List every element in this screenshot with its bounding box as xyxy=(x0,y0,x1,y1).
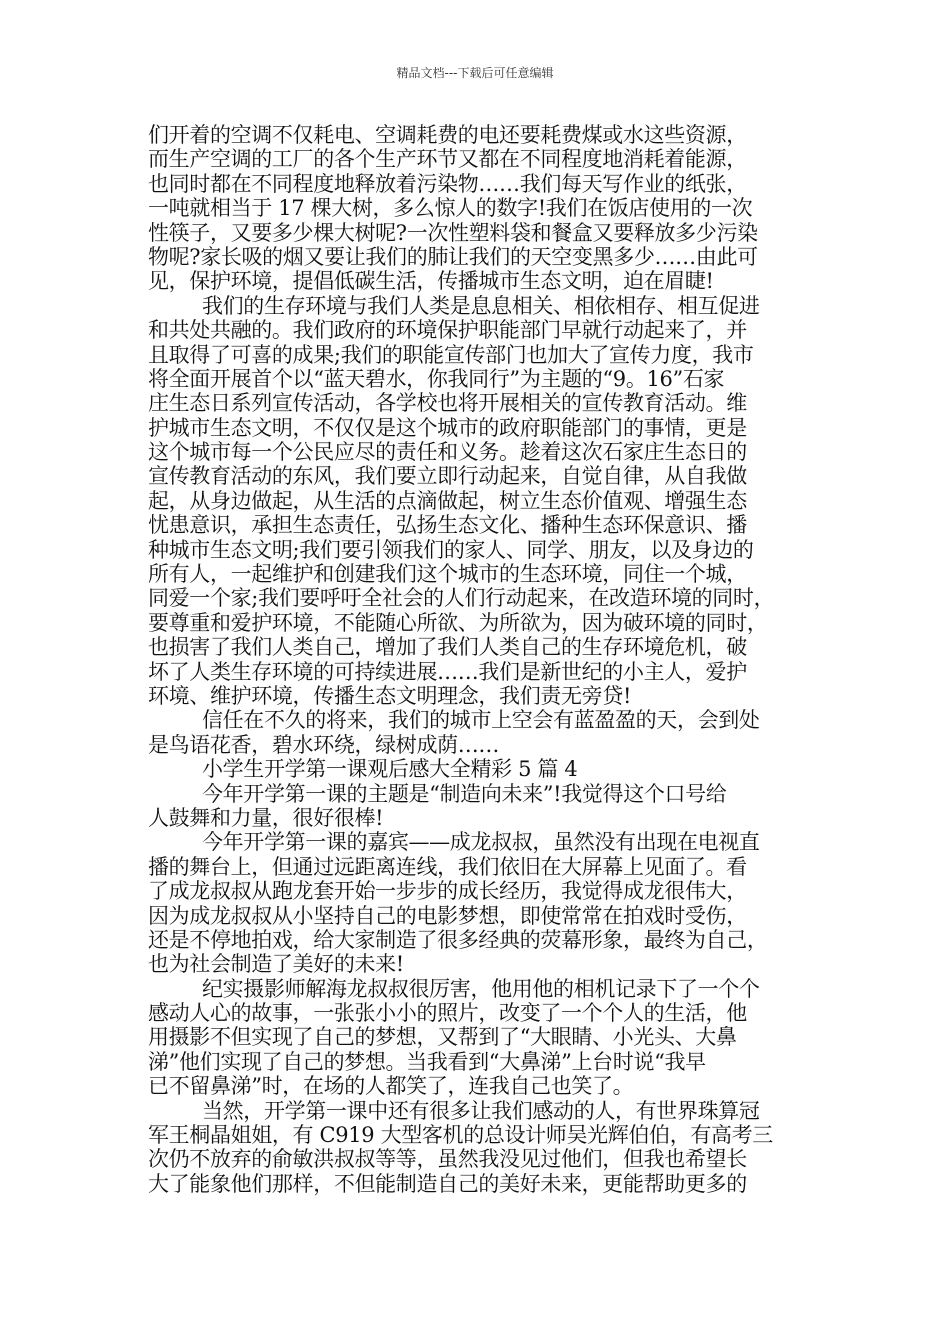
paragraph-line: 宣传教育活动的东风，我们要立即行动起来，自觉自律，从自我做 xyxy=(148,464,747,489)
paragraph xyxy=(148,294,820,709)
paragraph-line: 因为成龙叔叔从小坚持自己的电影梦想，即使常常在拍戏时受伤， xyxy=(148,903,747,928)
paragraph-line: 所有人，一起维护和创建我们这个城市的生态环境，同住一个城， xyxy=(148,562,747,587)
paragraph-line: 忧患意识，承担生态责任，弘扬生态文化、播种生态环保意识、播 xyxy=(148,513,747,538)
paragraph-line: 种城市生态文明;我们要引领我们的家人、同学、朋友，以及身边的 xyxy=(148,537,754,562)
paragraph-line: 次仍不放弃的俞敏洪叔叔等等，虽然我没见过他们，但我也希望长 xyxy=(148,1147,747,1172)
paragraph-line: 军王桐晶姐姐，有 C919 大型客机的总设计师吴光辉伯伯，有高考三 xyxy=(148,1123,773,1148)
paragraph xyxy=(148,782,820,831)
paragraph xyxy=(148,977,820,1099)
paragraph-line: 而生产空调的工厂的各个生产环节又都在不同程度地消耗着能源， xyxy=(148,147,747,172)
paragraph-line: 环境、维护环境，传播生态文明理念，我们责无旁贷! xyxy=(148,683,632,708)
paragraph-line: 且取得了可喜的成果;我们的职能宣传部门也加大了宣传力度，我市 xyxy=(148,342,754,367)
paragraph-line: 播的舞台上，但通过远距离连线，我们依旧在大屏幕上见面了。看 xyxy=(148,854,747,879)
paragraph-line: 一吨就相当于 17 棵大树，多么惊人的数字!我们在饭店使用的一次 xyxy=(148,196,753,221)
paragraph-line: 感动人心的故事，一张张小小的照片，改变了一个个人的生活，他 xyxy=(148,1001,747,1026)
paragraph-line: 性筷子，又要多少棵大树呢?一次性塑料袋和餐盒又要释放多少污染 xyxy=(148,220,758,245)
paragraph-line: 涕”他们实现了自己的梦想。当我看到“大鼻涕”上台时说“我早 xyxy=(148,1049,706,1074)
paragraph-line: 们开着的空调不仅耗电、空调耗费的电还要耗费煤或水这些资源， xyxy=(148,123,747,147)
paragraph-line: 庄生态日系列宣传活动，各学校也将开展相关的宣传教育活动。维 xyxy=(148,391,747,416)
paragraph xyxy=(148,1099,820,1197)
paragraph-line: 和共处共融的。我们政府的环境保护职能部门早就行动起来了，并 xyxy=(148,318,747,343)
paragraph-line: 同爱一个家;我们要呼吁全社会的人们行动起来，在改造环境的同时， xyxy=(148,586,775,611)
paragraph-line: 是鸟语花香，碧水环绕，绿树成荫…… xyxy=(148,732,500,757)
paragraph-line: 我们的生存环境与我们人类是息息相关、相依相存、相互促进 xyxy=(202,293,760,318)
paragraph xyxy=(148,708,820,757)
paragraph-line: 已不留鼻涕”时，在场的人都笑了，连我自己也笑了。 xyxy=(148,1074,634,1099)
paragraph-line: 也同时都在不同程度地释放着污染物……我们每天写作业的纸张， xyxy=(148,171,747,196)
paragraph-line: 人鼓舞和力量，很好很棒! xyxy=(148,805,384,830)
paragraph-line: 大了能象他们那样，不但能制造自己的美好未来，更能帮助更多的 xyxy=(148,1171,747,1196)
paragraph-line: 物呢?家长吸的烟又要让我们的肺让我们的天空变黑多少……由此可 xyxy=(148,244,758,269)
paragraph-line: 见，保护环境，提倡低碳生活，传播城市生态文明，迫在眉睫! xyxy=(148,269,714,294)
paragraph-line: 当然，开学第一课中还有很多让我们感动的人，有世界珠算冠 xyxy=(202,1098,760,1123)
paragraph-line: 今年开学第一课的嘉宾——成龙叔叔，虽然没有出现在电视直 xyxy=(202,830,760,855)
page-header: 精品文档---下载后可任意编辑 xyxy=(396,66,554,80)
paragraph xyxy=(148,830,820,976)
paragraph-line: 要尊重和爱护环境，不能随心所欲、为所欲为，因为破环境的同时， xyxy=(148,610,768,635)
paragraph-line: 也损害了我们人类自己，增加了我们人类自己的生存环境危机，破 xyxy=(148,635,747,660)
paragraph-line: 也为社会制造了美好的未来! xyxy=(148,952,404,977)
paragraph-line: 今年开学第一课的主题是“制造向未来”!我觉得这个口号给 xyxy=(202,781,727,806)
paragraph-line: 纪实摄影师解海龙叔叔很厉害，他用他的相机记录下了一个个 xyxy=(202,976,760,1001)
document-body xyxy=(148,123,820,1196)
paragraph-line: 用摄影不但实现了自己的梦想，又帮到了“大眼睛、小光头、大鼻 xyxy=(148,1025,737,1050)
paragraph-line: 信任在不久的将来，我们的城市上空会有蓝盈盈的天，会到处 xyxy=(202,708,760,733)
paragraph-line: 护城市生态文明，不仅仅是这个城市的政府职能部门的事情，更是 xyxy=(148,415,747,440)
heading-text: 小学生开学第一课观后感大全精彩 5 篇 4 xyxy=(202,757,578,782)
paragraph xyxy=(148,123,820,294)
paragraph-line: 这个城市每一个公民应尽的责任和义务。趁着这次石家庄生态日的 xyxy=(148,440,747,465)
section-heading xyxy=(148,757,820,781)
paragraph-line: 坏了人类生存环境的可持续进展……我们是新世纪的小主人，爱护 xyxy=(148,659,747,684)
paragraph-line: 了成龙叔叔从跑龙套开始一步步的成长经历，我觉得成龙很伟大， xyxy=(148,879,747,904)
paragraph-line: 起，从身边做起，从生活的点滴做起，树立生态价值观、增强生态 xyxy=(148,488,747,513)
paragraph-line: 将全面开展首个以“蓝天碧水，你我同行”为主题的“9。16”石家 xyxy=(148,366,725,391)
paragraph-line: 还是不停地拍戏，给大家制造了很多经典的荧幕形象，最终为自己， xyxy=(148,927,768,952)
